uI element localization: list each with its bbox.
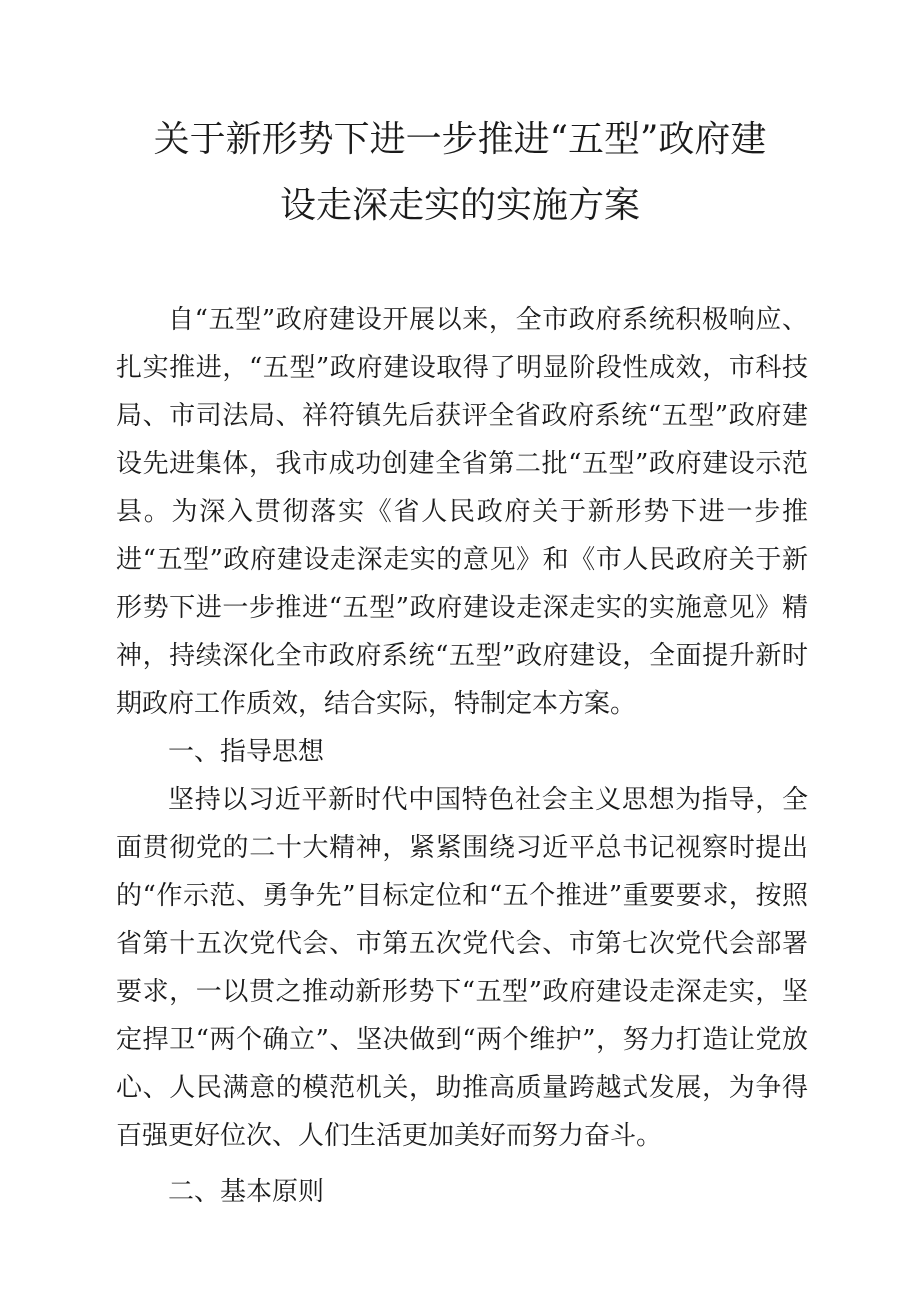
- section-paragraph-guiding-ideology: 坚持以习近平新时代中国特色社会主义思想为指导，全面贯彻党的二十大精神，紧紧围绕习近平总书记视察时提出的“作示范、勇争先”目标定位和“五个推进”重要要求，按照省第十五次党代会、市第五次党代会、市第七次党代会部署要求，一以贯之推动新形势下“五型”政府建设走深走实，坚定捍卫“两个确立”、坚决做到“两个维护”，努力打造让党放心、人民满意的模范机关，助推高质量跨越式发展，为争得百强更好位次、人们生活更加美好而努力奋斗。: [116, 785, 808, 1151]
- document-title-line-1: 关于新形势下进一步推进“五型”政府建: [153, 119, 767, 160]
- document-title-line-2: 设走深走实的实施方案: [279, 185, 640, 226]
- document-body: [116, 296, 808, 1216]
- section-heading-guiding-ideology: 一、指导思想: [168, 737, 325, 767]
- intro-paragraph: 自“五型”政府建设开展以来，全市政府系统积极响应、扎实推进，“五型”政府建设取得了明显阶段性成效，市科技局、市司法局、祥符镇先后获评全省政府系统“五型”政府建设先进集体，我市成功创建全省第二批“五型”政府建设示范县。为深入贯彻落实《省人民政府关于新形势下进一步推进“五型”政府建设走深走实的意见》和《市人民政府关于新形势下进一步推进“五型”政府建设走深走实的实施意见》精神，持续深化全市政府系统“五型”政府建设，全面提升新时期政府工作质效，结合实际，特制定本方案。: [116, 305, 808, 719]
- section-heading-basic-principles: 二、基本原则: [168, 1177, 325, 1207]
